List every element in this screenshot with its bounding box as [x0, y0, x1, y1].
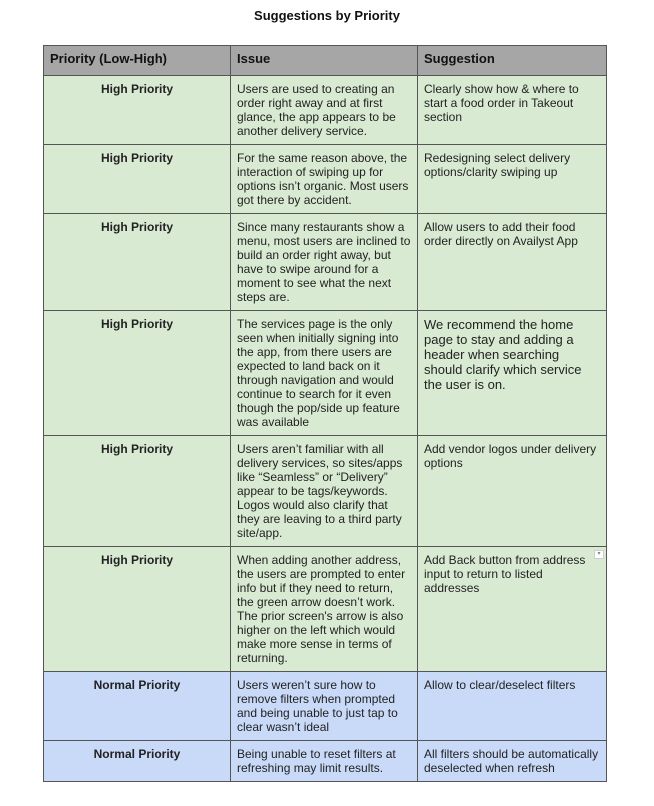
suggestion-cell: Allow to clear/deselect filters: [418, 672, 607, 741]
priority-cell: High Priority: [44, 311, 231, 436]
suggestion-cell: Allow users to add their food order directly on Availyst App: [418, 214, 607, 311]
priority-cell: Normal Priority: [44, 672, 231, 741]
suggestions-table: [43, 45, 607, 782]
issue-cell: When adding another address, the users are prompted to enter info but if they need to return, the green arrow doesn’t work. The prior screen's arrow is also higher on the left which would make more sense in terms of returning.: [231, 547, 418, 672]
issue-cell: Users are used to creating an order right away and at first glance, the app appears to be another delivery service.: [231, 76, 418, 145]
table-row: [44, 436, 607, 547]
comment-marker-icon[interactable]: ▾: [594, 550, 604, 559]
table-row: [44, 76, 607, 145]
issue-cell: The services page is the only seen when initially signing into the app, from there users are expected to land back on it through navigation and would continue to search for it even though the pop/side up feature was available: [231, 311, 418, 436]
suggestion-text: Add Back button from address input to return to listed addresses: [424, 553, 586, 595]
issue-cell: Since many restaurants show a menu, most users are inclined to build an order right away, but have to swipe around for a moment to see what the next steps are.: [231, 214, 418, 311]
priority-cell: High Priority: [44, 145, 231, 214]
suggestion-cell: Add vendor logos under delivery options: [418, 436, 607, 547]
issue-cell: Users weren’t sure how to remove filters when prompted and being unable to just tap to clear wasn’t ideal: [231, 672, 418, 741]
table-row: [44, 672, 607, 741]
header-issue: Issue: [231, 46, 418, 76]
page-title: Suggestions by Priority: [254, 8, 400, 23]
suggestion-cell: Clearly show how & where to start a food order in Takeout section: [418, 76, 607, 145]
priority-cell: High Priority: [44, 214, 231, 311]
priority-cell: High Priority: [44, 547, 231, 672]
table-row: [44, 547, 607, 672]
table-row: [44, 214, 607, 311]
header-suggestion: Suggestion: [418, 46, 607, 76]
issue-cell: Being unable to reset filters at refreshing may limit results.: [231, 741, 418, 782]
priority-cell: High Priority: [44, 436, 231, 547]
header-priority: Priority (Low-High): [44, 46, 231, 76]
issue-cell: Users aren’t familiar with all delivery services, so sites/apps like “Seamless” or “Delivery” appear to be tags/keywords. Logos would also clarify that they are leaving to a third party site/app.: [231, 436, 418, 547]
priority-cell: High Priority: [44, 76, 231, 145]
suggestion-cell: All filters should be automatically deselected when refresh: [418, 741, 607, 782]
priority-cell: Normal Priority: [44, 741, 231, 782]
table-row: [44, 145, 607, 214]
table-header-row: [44, 46, 607, 76]
table-row: [44, 311, 607, 436]
table-row: [44, 741, 607, 782]
suggestion-cell: Redesigning select delivery options/clarity swiping up: [418, 145, 607, 214]
suggestion-cell: [418, 547, 607, 672]
suggestion-cell: We recommend the home page to stay and adding a header when searching should clarify which service the user is on.: [418, 311, 607, 436]
issue-cell: For the same reason above, the interaction of swiping up for options isn’t organic. Most users got there by accident.: [231, 145, 418, 214]
